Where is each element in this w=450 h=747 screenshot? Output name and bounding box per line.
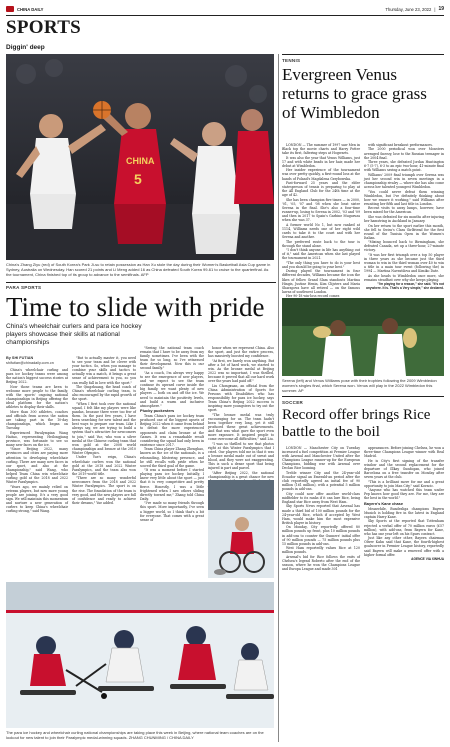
- soccer-col1-paragraph: On Monday, City reportedly offered 80 million pounds up front, plus 10 million pounds in add-ons to counter the Gunners' initial offer of 90 million pounds — 75 million pounds plus 15 million pounds in add-ons.: [282, 525, 360, 546]
- para-col2-paragraph: The Qingzhuang, the head coach of China's wheelchair curling team, is also encouraged by the rapid growth of the sport.: [72, 385, 136, 402]
- tennis-col1-paragraph: A former world No 1, but now ranked at 1114, Williams needs one of her eight wild cards to take it to the court and with her Serena and another.: [282, 222, 360, 240]
- tennis-col2-paragraph: with significant breakout performances.: [368, 143, 433, 147]
- tennis-col2-paragraph: "Mixing bounced back to Birmingham, she defeated Canada, set up a three-hour, 27-minute victory.: [364, 240, 444, 253]
- para-column-1: [6, 368, 68, 578]
- soccer-col1-paragraph: Treble winner City and the 24-year-old Ecuador signal an Emerald-an period after the club reportedly agreed an initial fee of 90 million (161 million), with a potential 5 million pounds in add-ons.: [282, 470, 360, 492]
- tennis-column-2: [364, 143, 444, 295]
- para-rule: [6, 282, 276, 283]
- soccer-col1-paragraph: LONDON — Manchester City on Tuesday increased a fuel competition at Premier League with Arsenal and Manchester United after the Champions League runner-up for the European Champions, bidding war with Arsenal over Declan Rice looming.: [282, 446, 360, 471]
- section-title: SPORTS: [6, 17, 82, 38]
- para-col3-paragraph: Team China's para ice hockey team produced one of the biggest upsets of Beijing 2022 when it came from behind to defeat the more experienced opponents and claim bronze at the Games. It was a remarkable result considering the squad had only been in existence since 2017.: [140, 414, 204, 447]
- williams-sisters-illustration: [282, 298, 444, 376]
- para-column-4: [208, 346, 274, 479]
- tennis-col1-paragraph: Her insider experience of the tournament was over pretty quickly, a first-round loss at the hands of Poland's Magdalena Grzybowska.: [282, 168, 360, 181]
- basketball-photo: [6, 54, 274, 260]
- para-col3-paragraph: Team China player Zhang Zhenghao, known as the ice of the nationals, is a rebounding, blistering presence, and he still recalls with pride when he scored the third goal of the game.: [140, 447, 204, 468]
- masthead-meta: [385, 6, 444, 12]
- tennis-col1-paragraph: Fast-forward 25 years and the elder statesperson of tennis is preparing to play at the All England Club for the 24th time at the age of 42.: [282, 181, 360, 198]
- soccer-col2-paragraph: He is City's first signing of the transfer window and the second replacement for the departure of Illkay Gundogan, who joined Barcelona on a free transfer on Monday after seven years at the club.: [364, 458, 444, 480]
- svg-text:5: 5: [134, 171, 142, 187]
- para-byline-email: shifutian@chinadaily.com.cn: [6, 360, 54, 365]
- para-column-3: [140, 346, 204, 578]
- soccer-credit: AGENCE VIA XINHUA: [411, 557, 444, 562]
- para-col4-paragraph: "The bronze medal was truly encouraging for us. The team hadn't been together very long, yet it still produced these great achievements. And that was what gave the sport even more exposure. It inspired people to come overcome all difficulties," said Liu.: [208, 412, 274, 442]
- tennis-col2-paragraph: Recent visits to away lumps, however, have been mixed for the American.: [364, 206, 444, 215]
- soccer-col2-paragraph: Just like any other other, Bayern chairman Oliver Kahn said that Kane, the fourth-highest goalscorer in Premier League history, reportedly said Bayern will make a renewed offer with a higher formal offer.: [364, 536, 444, 557]
- tennis-col1-paragraph: It was also the year that Venus Williams, just 17 and with white beads in her hair, made her debut at Wimbledon.: [282, 155, 360, 168]
- para-col2-paragraph: Under Yue's reign, China's wheelchair curlers won the national gold at the 2018 and 2022 Winter Paralympics, and the team also won the 2019 world title.: [72, 455, 136, 476]
- para-col3-paragraph: "I've made so many friends through this sport. More importantly, I've seen a bigger world, so I think that's a bit for everyone. That comes with a great sense of: [140, 501, 204, 522]
- williams-photo-caption: Serena (left) and Venus Williams pose with their trophies following the 2009 Wimbledon women's singles final, which Serena won. Venus will play in the 2022 Wimbledon this summer. AP: [282, 378, 437, 393]
- soccer-col2-paragraph: appearances. Before joining Chelsea, he won a three-time Champions League winner with Real Madrid.: [364, 446, 444, 459]
- tennis-col1-paragraph: She has been champion five times — in 2000, '01, '05, '07 and '08 when she beat sister Serena in the final. She's also a four-time runner-up, losing to Serena in 2002, '03 and '09 and then in 2017 to Spain's Garbine Muguruza when she was 37.: [282, 197, 360, 223]
- para-col3-paragraph: "Seeing the national team coach remain that I have to be away from my family sometimes. I've been with the team for so long, so I've witnessed their development. Now this is our second family.": [140, 346, 204, 371]
- svg-text:CHINA: CHINA: [126, 156, 155, 166]
- issue-date: Thursday, June 23, 2022: [385, 6, 432, 12]
- para-ice-hockey-illustration: [6, 582, 274, 728]
- tennis-col1-paragraph: The preferred route back to the tour is through the stand alone.: [282, 239, 360, 248]
- soccer-subhead: Bayern's Kane chase: [364, 500, 403, 506]
- soccer-col1-paragraph: Sky Sports News reported that Arsenal has made a third bid of 100 million pounds for the 24-year-old Rice, which if accepted by West Ham, would make him the most expensive British player in history.: [282, 504, 360, 525]
- para-col2-paragraph: "When I first took over the national squad, I felt like my players were like pandas, because there were too few of them. In the past few years, I have been searching for new talent and the best ways to prepare our team. Like I always say, we are trying to build a system that's attractive for newcomers to join," said Yue, who won a silver medal at the Chinese curling team that won gold at the 2008 world championships and bronze at the 2010 Winter Olympics.: [72, 401, 136, 455]
- section-subtitle: Diggin' deep: [6, 44, 45, 51]
- para-subhead: Plucky puckesters: [140, 408, 175, 414]
- soccer-col1-paragraph: City could now offer another world-class midfielder to its ranks if it can lure Rice, being England star Rice away from West Ham.: [282, 491, 360, 504]
- wheelchair-curling-illustration: [208, 480, 274, 578]
- tennis-col2-paragraph: On her return to the sport earlier this month, she fell to Swiss's Clara Girlfriend for the first round of the Tunisia Open in the Women's Italian.: [364, 223, 444, 240]
- soccer-rule: [282, 396, 444, 397]
- para-col4-paragraph: "At first, we barely won anything. But after a lot of hard work, we started to win. As the bronze medal at Beijing 2022 was so important, I was thrilled, because it proved that all our hard work over the years had paid off.": [208, 358, 274, 384]
- hockey-puck: [101, 693, 107, 699]
- china-daily-logo: [6, 6, 14, 12]
- wheelchair-curling-photo: [208, 480, 274, 578]
- tennis-col2-paragraph: "You could never defeat them winning Wimbledon, but I've definitely thinking about how we ensure it working," said Williams after reuniting her fifth and last title in London.: [364, 189, 444, 206]
- basketball-illustration: [6, 54, 274, 260]
- para-byline-name: By SHI FUTIAN: [6, 356, 34, 360]
- para-col3-paragraph: "It was a moment before I started playing para ice hockey. Initially, I knew very little about the sport — just that it is very competitive and pretty fierce. Honestly, I was a little frightened when I saw others sliding directly toward me," Zhang told China Daily.: [140, 468, 204, 501]
- tennis-rule: [282, 54, 444, 55]
- para-col2-paragraph: "There are so many wonderful newcomers from the 2018 and 2022 Winter Paralympics. The sport is on the rise. The foundation of the team is very good, and the new players are full of confidence and ready to achieve their dreams," Yue added.: [72, 476, 136, 505]
- para-col4-paragraph: "After Beijing 2022, the national championship is a great chance for new: [208, 470, 274, 479]
- tennis-col2-paragraph: "It was her first triumph over a top 50 player in three years as she became just the third woman to win in the third woman over 40 to win a title in a main tour event (following the) in 1994 — Martina Navratilova and Kimiko Date.: [364, 252, 444, 274]
- para-col1-paragraph: "Since Beijing 2022, many provinces and cities are paying more attention to developing wheelchair curling. There are many new faces in our sport, and also at the championship," said Wang, who helped Team China win wheelchair curling gold at the 2018 and 2022 Winter Paralympics.: [6, 447, 68, 485]
- tennis-col1-paragraph: During played the tournament in four different decades, Williams became the icon the likes of fellow Grand Slam standouts Martina Hingis, Justine Henin, Kim Clijsters and Maria Sharapova have all retired — on the famous lawns of southwest London.: [282, 269, 360, 294]
- para-col1-paragraph: "Years ago, we mainly relied on veteran players, but now more young people are joining. It's a very good sign. We will maintain this momentum and nurture a new generation of curlers to keep China's wheelchair curling strong," said Wang.: [6, 484, 69, 514]
- tennis-col2-paragraph: Williams' 2009 final triumph over Serena was just her second win in seven meetings in a championship rivalry — where she has also come across her talented youngest Wimbledon.: [364, 172, 444, 190]
- tennis-col2-paragraph: The 2000 periodical won over Monsters averaged Sneezy, lose to the Russian teenager in the 2004 final.: [364, 147, 444, 160]
- masthead-separator: |: [434, 6, 436, 12]
- para-ice-hockey-photo: [6, 582, 274, 728]
- masthead-brand: [6, 6, 43, 12]
- masthead-rule: [6, 15, 444, 16]
- para-byline: [6, 356, 68, 365]
- soccer-col2-paragraph: "Anyone who has watched this team under Pep knows how good they are. For me, they are the best in the world.": [364, 488, 444, 501]
- paper-name: CHINA DAILY: [17, 6, 44, 12]
- soccer-column-1: [282, 446, 360, 744]
- para-col3-paragraph: "As a coach, I'm always very happy to see the emergence of new players, and we expect to see the team continue its upward curve inside the big family, we want plenty of new players — both on and off the ice. We need to maintain the positivity levels, and build a warm and inclusive atmosphere.": [140, 370, 204, 408]
- tennis-headline: Evergreen Venus returns to grace grass of Wimbledon: [282, 65, 427, 122]
- tennis-col1-paragraph: Her 90-18 win-loss record comes: [286, 294, 340, 299]
- tennis-col1-paragraph: LONDON — The summer of 1997 saw Men in Black top the movie charts and Harry Potter take its first, faltering steps at Hogwarts.: [282, 143, 360, 156]
- para-ice-hockey-photo-caption: The para ice hockey and wheelchair curling national championships are taking place this week in Beijing, where national team coaches are on the lookout for new talent to join their Paralympic medal-winning squads. ZHANG CHUNMING / CHINA DAILY: [6, 730, 264, 740]
- para-col4-paragraph: honor when we represent China. Also the sport, and just the entire process, has massively boosted my confidence.: [208, 346, 274, 359]
- soccer-headline: Record offer brings Rice battle to the boil: [282, 407, 431, 440]
- tennis-kicker: TENNIS: [282, 58, 301, 63]
- soccer-column-2: [364, 446, 444, 744]
- para-col1-paragraph: China's wheelchair curling and para ice hockey teams were among the nation's biggest success stories at Beijing 2022.: [6, 368, 68, 385]
- tennis-col2-paragraph: She was defeated for six months after injuring her hamstring in Auckland in January.: [364, 214, 444, 224]
- para-col1-paragraph: Now those teams are keen to welcome more people to the family, with the sports' ongoing national championships in Beijing offering the ideal platform for the nation's athletes to display their skills.: [6, 384, 68, 410]
- masthead: [6, 4, 444, 14]
- para-kicker: PARA SPORTS: [6, 285, 42, 290]
- para-headline: Time to slide with pride: [6, 292, 265, 322]
- para-col1-paragraph: Experienced Paralympian Wang Haitao, representing Heilongjiang province, was fortunate to see so many new faces on the ice.: [6, 430, 68, 447]
- tennis-col2-paragraph: As she heads to Wimbledon once more, she remains steadfast over why she keeps playing.: [364, 273, 444, 282]
- column-divider: [278, 54, 279, 742]
- tennis-col1-paragraph: "I don't think anyone in life has anything out of it," said the American when she last played the tournament in 2021.: [282, 248, 360, 261]
- soccer-col1-paragraph: Arsenal's bid for Rice follows the exits of Chelsea's legend Roberto after the end of the season, where he won the Champions League and Europa League and made 301: [282, 554, 360, 572]
- soccer-kicker: SOCCER: [282, 400, 304, 405]
- page-number: 19: [438, 6, 444, 12]
- para-column-2: [72, 356, 136, 578]
- soccer-col2-paragraph: Meanwhile, Bundesliga champions Bayern Munich is holding fire in the latest in England captain Harry Kane.: [364, 506, 444, 519]
- tennis-credit: "I'm playing for a reason," she said. "It's not anywhere. It is. That's a Very simple," she declared.: [366, 282, 444, 291]
- para-col2-paragraph: "But to actually master it, you need to see your team and be clever with your tactics. So, when you manage to combine your skills and tactics to actually win a match, it brings a great sense of achievement to you, so you can really fall in love with the sport.": [72, 356, 136, 385]
- para-col1-paragraph: More than 300 athletes, coaches and officials from across the nation are taking part in the 10-day championships, which began on Tuesday.: [6, 409, 68, 431]
- para-col4-paragraph: Liu Chongxuan, an official from the China Administration of Sports for Persons with Disabilities who has responsibility for para ice hockey, says Team China's Beijing 2022 success is inspiring more youngsters to try out the sport.: [208, 383, 274, 413]
- soccer-col2-paragraph: "This is a brilliant move for me and a great opportunity to join Man City," said Kovacic.: [364, 479, 444, 488]
- williams-sisters-photo: [282, 298, 444, 376]
- para-deck: China's wheelchair curlers and para ice hockey players showcase their skills at national championships: [6, 323, 142, 346]
- soccer-col2-paragraph: Sky Sports at the reported that Tottenham rejected a verbal offer of 70 million euros (£57 million), with add-ons, from Bayern for Kane, who has one year left on his Spurs contract.: [364, 519, 444, 536]
- basketball-photo-caption: China's Zhang Ziyu (red) of South Korea's Park Ji-su to retain possession as Han Xu stole the day during their Women's Basketball Asia Cup game in Sydney, Australia on Wednesday. Han scored 21 points and Li Meng added 16 as China defeated South Korea 99-61 to cruise to the quarterfinal. As the tournament, China finished top of its group to advance to the semifinals. AFP: [6, 262, 271, 277]
- soccer-col1-paragraph: West Ham reportedly values Rice at 120 million pounds.: [282, 546, 360, 555]
- para-col4-paragraph: "I was so thrilled to see that photos right at this Winter Paralympics that I cried. Our players told me in that it was a bronze medal made out of sweat and blood, and they were not exaggerating. This is such a dense sport that being injured is part and parcel.: [208, 441, 274, 471]
- tennis-col2-paragraph: Three years, she defeated Jordan Huntington 6-7 (5-7), 6-3 to an epic two-hour, 41-minute final with Williams saving a match point.: [364, 160, 444, 173]
- tennis-col1-paragraph: "The only thing you have to do is your best and you should be going to your best.": [282, 260, 360, 269]
